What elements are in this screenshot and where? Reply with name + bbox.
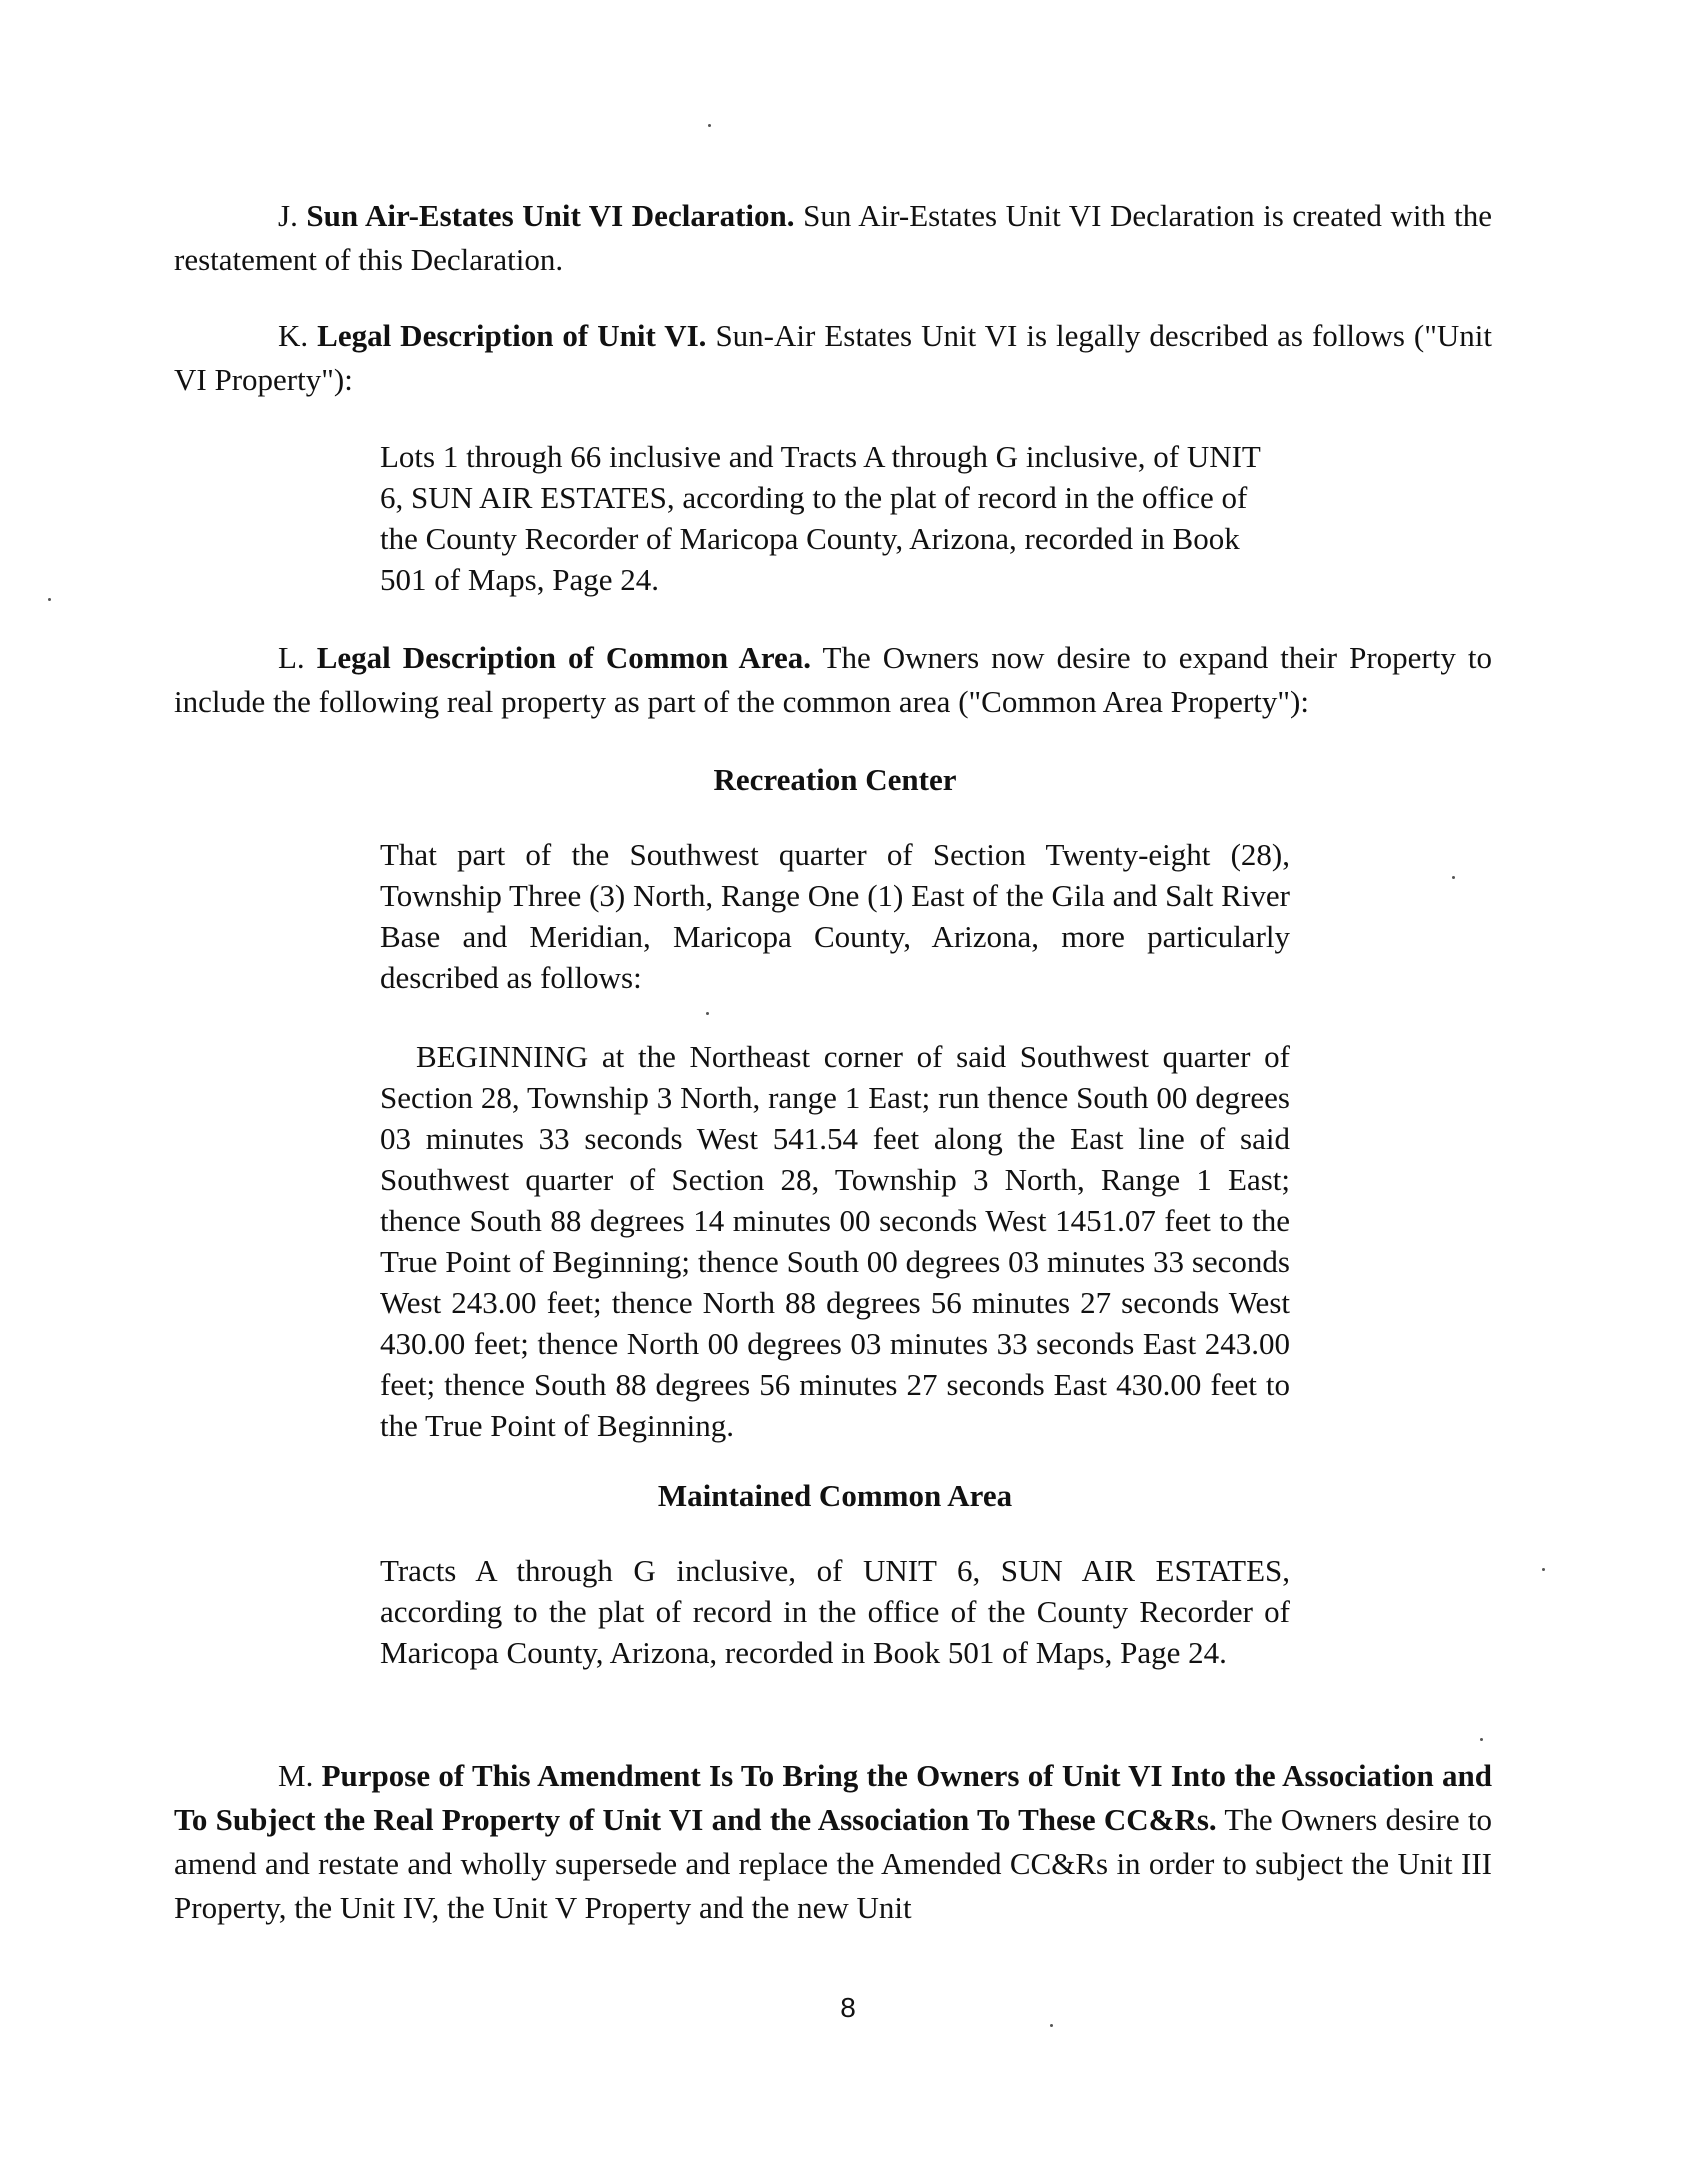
section-k-paragraph (174, 314, 1492, 402)
section-k-text: Sun-Air Estates Unit VI is legally described as follows ("Unit VI Property"): (174, 318, 1493, 397)
section-j-paragraph (174, 194, 1492, 282)
scan-speck (1050, 2024, 1053, 2027)
recreation-center-heading: Recreation Center (713, 762, 957, 797)
section-l-text: The Owners now desire to expand their Property to include the following real property as part of the common area ("Common Area Property"): (174, 640, 1492, 719)
section-m-text: The Owners desire to amend and restate and wholly supersede and replace the Amended CC&Rs in order to subject the Unit III Property, the Unit IV, the Unit V Property and the new Unit (174, 1802, 1493, 1925)
scan-speck (1542, 1568, 1545, 1571)
page-number: 8 (840, 1992, 856, 2023)
recreation-center-detail-text: BEGINNING at the Northeast corner of said Southwest quarter of Section 28, Township 3 North, range 1 East; run thence South 00 degrees 03 minutes 33 seconds West 541.54 feet along the East line of said Southwest quarter of Section 28, Township 3 North, Range 1 East; thence South 88 degrees 14 minutes 00 seconds West 1451.07 feet to the True Point of Beginning; thence South 00 degrees 03 minutes 33 seconds West 243.00 feet; thence North 88 degrees 56 minutes 27 seconds West 430.00 feet; thence North 00 degrees 03 minutes 33 seconds East 243.00 feet; thence South 88 degrees 56 minutes 27 seconds East 430.00 feet to the True Point of Beginning. (380, 1039, 1290, 1443)
section-m-title: Purpose of This Amendment Is To Bring the Owners of Unit VI Into the Association and To Subject the Real Property of Unit VI and the Association To These CC&Rs. (174, 1758, 1493, 1837)
scan-speck (48, 598, 51, 601)
section-j-title: Sun Air-Estates Unit VI Declaration. (306, 198, 795, 233)
scan-speck (708, 124, 711, 127)
section-m-label: M. (278, 1758, 314, 1793)
scan-speck (1452, 876, 1455, 879)
unit-vi-legal-description: Lots 1 through 66 inclusive and Tracts A through G inclusive, of UNIT 6, SUN AIR ESTATES, according to the plat of record in the office of the County Recorder of Maricopa County, Arizona, recorded in Book 501 of Maps, Page 24. (380, 439, 1261, 597)
section-m-paragraph (174, 1754, 1492, 1930)
recreation-center-metes-and-bounds (380, 1036, 1290, 1446)
section-j-text: Sun Air-Estates Unit VI Declaration is created with the restatement of this Declaration. (174, 198, 1493, 277)
scan-speck (706, 1012, 709, 1015)
section-l-title: Legal Description of Common Area. (316, 640, 812, 675)
section-l-paragraph (174, 636, 1492, 724)
section-l-label: L. (278, 640, 305, 675)
maintained-common-area-text: Tracts A through G inclusive, of UNIT 6, SUN AIR ESTATES, according to the plat of record in the office of the County Recorder of Maricopa County, Arizona, recorded in Book 501 of Maps, Page 24. (380, 1553, 1290, 1670)
maintained-common-area-heading: Maintained Common Area (657, 1478, 1013, 1513)
section-k-label: K. (278, 318, 309, 353)
scan-speck (1480, 1738, 1483, 1741)
section-j-label: J. (278, 198, 298, 233)
recreation-center-intro: That part of the Southwest quarter of Section Twenty-eight (28), Township Three (3) North, Range One (1) East of the Gila and Salt River Base and Meridian, Maricopa County, Arizona, more particularly described as follows: (380, 837, 1290, 995)
section-k-title: Legal Description of Unit VI. (317, 318, 707, 353)
